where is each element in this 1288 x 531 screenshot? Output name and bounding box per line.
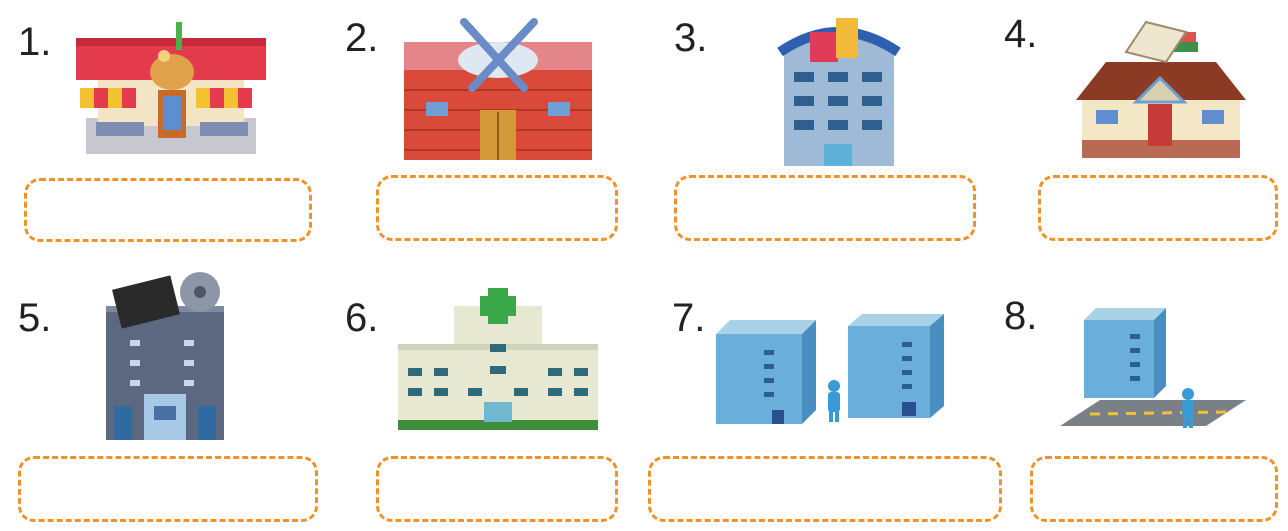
opposite-building-icon xyxy=(1060,308,1246,432)
item-number-6: 6. xyxy=(345,296,379,340)
item-number-3: 3. xyxy=(674,16,708,60)
between-buildings-icon xyxy=(716,312,944,424)
answer-box-7[interactable] xyxy=(648,456,1002,522)
item-number-8: 8. xyxy=(1004,294,1038,338)
answer-box-4[interactable] xyxy=(1038,175,1278,241)
restaurant-icon xyxy=(404,12,592,160)
hospital-icon xyxy=(398,288,598,432)
grocery-store-icon xyxy=(76,18,266,158)
cinema-icon xyxy=(104,266,226,440)
answer-box-8[interactable] xyxy=(1030,456,1278,522)
answer-box-6[interactable] xyxy=(376,456,618,522)
item-number-7: 7. xyxy=(672,296,706,340)
answer-box-5[interactable] xyxy=(18,456,318,522)
item-number-5: 5. xyxy=(18,296,52,340)
library-icon xyxy=(1076,22,1246,158)
answer-box-2[interactable] xyxy=(376,175,618,241)
answer-box-1[interactable] xyxy=(24,178,312,242)
answer-box-3[interactable] xyxy=(674,175,976,241)
item-number-2: 2. xyxy=(345,16,379,60)
item-number-1: 1. xyxy=(18,20,52,64)
item-number-4: 4. xyxy=(1004,12,1038,56)
shopping-mall-icon xyxy=(772,10,906,166)
